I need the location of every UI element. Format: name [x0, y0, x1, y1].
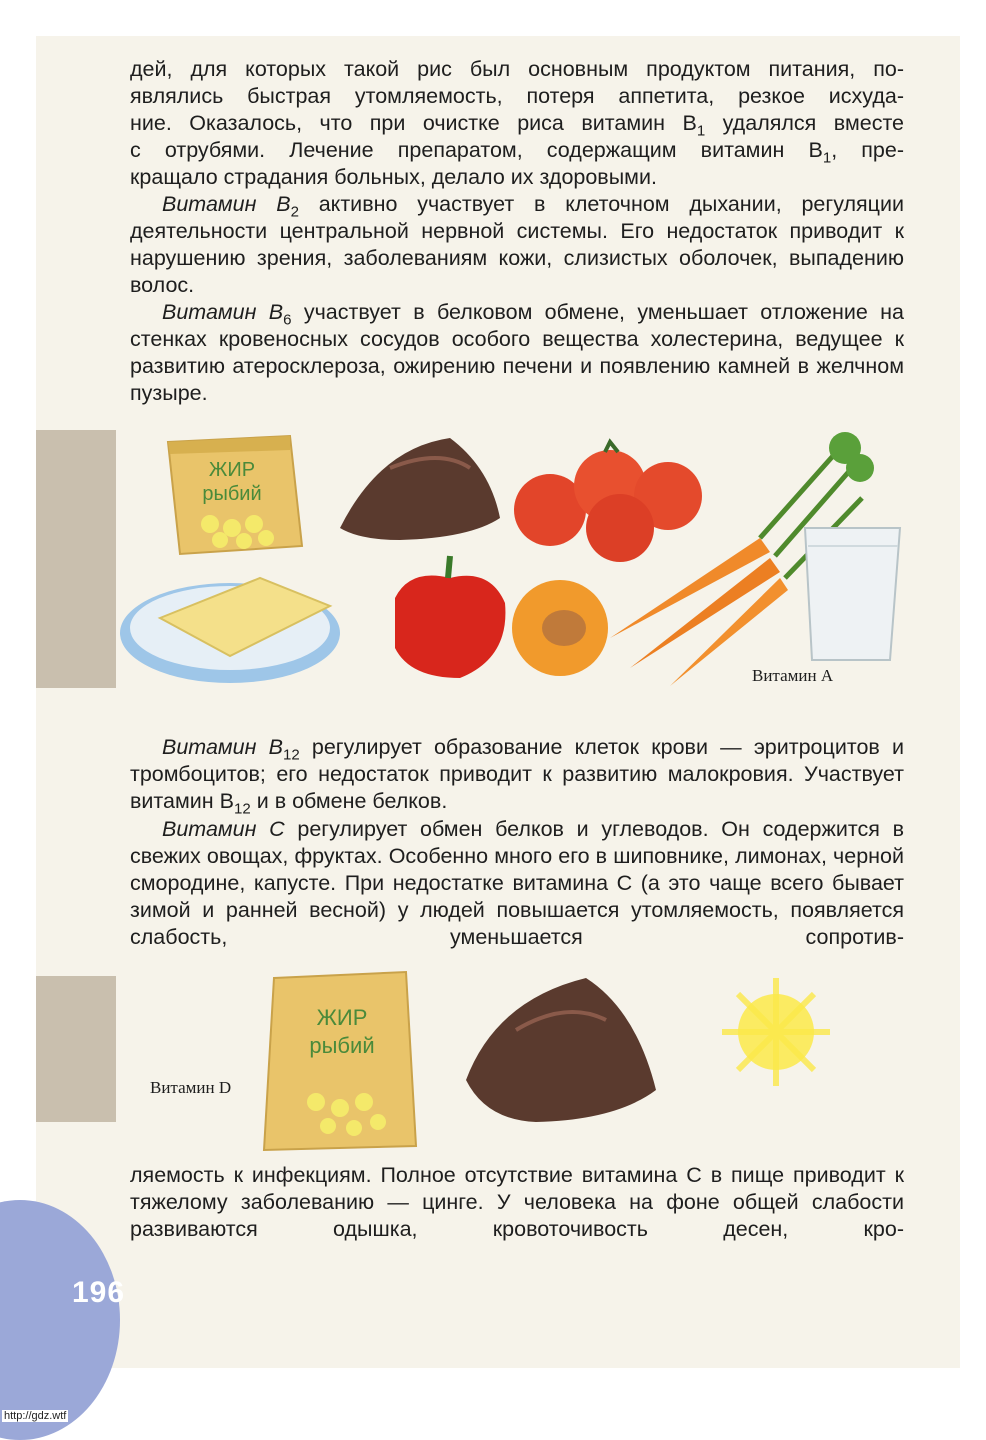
vitamin-name: Витамин В: [162, 735, 283, 759]
page-number: 196: [72, 1276, 126, 1309]
paragraph-text: регулирует образование клеток крови — эритроцитов и тромбоцитов; его недостаток приводит к развитию малокровия. Участвует витамин В: [130, 735, 905, 813]
text-line: , пре-: [831, 138, 905, 162]
text-line: ние. Оказалось, что при очистке риса витамин В: [130, 111, 697, 135]
bell-pepper: [395, 556, 505, 678]
butter-dish: [120, 578, 340, 683]
caption-vitamin-a: Витамин А: [752, 666, 834, 685]
liver-piece: [340, 438, 500, 540]
vitamin-name: Витамин В: [162, 192, 291, 216]
package-label: рыбий: [309, 1033, 375, 1058]
side-bar-bottom: [36, 976, 116, 1122]
paragraph-text: активно участвует в клеточном дыхании, регуляции деятельности центральной нервной системы. Его недостаток приводит к нарушению зрения, заболеваниям кожи, слизистых оболочек, выпадению волос.: [130, 192, 905, 297]
text-line: являлись быстрая утомляемость, потеря аппетита, резкое исхуда-: [130, 84, 904, 108]
tomatoes: [514, 442, 702, 562]
subscript: 12: [282, 746, 300, 764]
package-label: рыбий: [202, 483, 262, 505]
paragraph-vitamin-c: [130, 816, 904, 951]
subscript: 1: [696, 122, 706, 140]
fish-oil-package: [264, 972, 416, 1150]
paragraph-vitamin-b12: [130, 734, 905, 818]
liver-piece: [466, 978, 656, 1122]
paragraph-vitamin-b6: [130, 299, 904, 407]
paragraph-text: и в обмене белков.: [250, 789, 448, 813]
text-line: кращало страдания больных, делало их здоровыми.: [130, 165, 657, 189]
package-label: ЖИР: [208, 459, 256, 481]
text-line: удалялся вместе: [705, 111, 905, 135]
caption-vitamin-d: Витамин D: [150, 1078, 232, 1097]
source-url[interactable]: http://gdz.wtf: [4, 1410, 67, 1422]
paragraph-b1-continued: [130, 56, 904, 191]
subscript: 6: [283, 311, 292, 329]
sun-icon: [722, 978, 830, 1086]
vitamin-a-illustration: [140, 428, 910, 698]
side-bar-top: [36, 430, 116, 688]
vitamin-name: Витамин С: [162, 817, 285, 841]
paragraph-vitamin-b2: [130, 191, 904, 299]
vitamin-d-illustration: [256, 970, 816, 1155]
text-line: с отрубями. Лечение препаратом, содержащим витамин В: [130, 138, 823, 162]
subscript: 12: [233, 800, 251, 818]
package-label: ЖИР: [316, 1005, 368, 1030]
milk-glass: [805, 528, 900, 660]
paragraph-text: ляемость к инфекциям. Полное отсутствие витамина С в пище приводит к тяжелому заболеванию — цинге. У человека на фоне общей слабости развиваются одышка, кровоточивость десен, кро-: [130, 1163, 904, 1241]
paragraph-text: участвует в белковом обмене, уменьшает отложение на стенках кровеносных сосудов особого вещества холестерина, ведущее к развитию атеросклероза, ожирению печени и появлению камней в желчном пузыре.: [130, 300, 904, 405]
paragraph-vitamin-c-continued: [130, 1162, 904, 1243]
apricot: [512, 580, 608, 676]
subscript: 2: [290, 203, 299, 221]
subscript: 1: [822, 149, 832, 167]
paragraph-text: регулирует обмен белков и углеводов. Он содержится в свежих овощах, фруктах. Особенно много его в шиповнике, лимонах, черной смородине, капусте. При недостатке витамина С (а это чаще всего бывает зимой и ранней весной) у людей повышается утомляемость, появляется слабость, уменьшается сопротив-: [130, 817, 905, 949]
vitamin-name: Витамин В: [162, 300, 284, 324]
text-line: дей, для которых такой рис был основным продуктом питания, по-: [130, 57, 904, 81]
